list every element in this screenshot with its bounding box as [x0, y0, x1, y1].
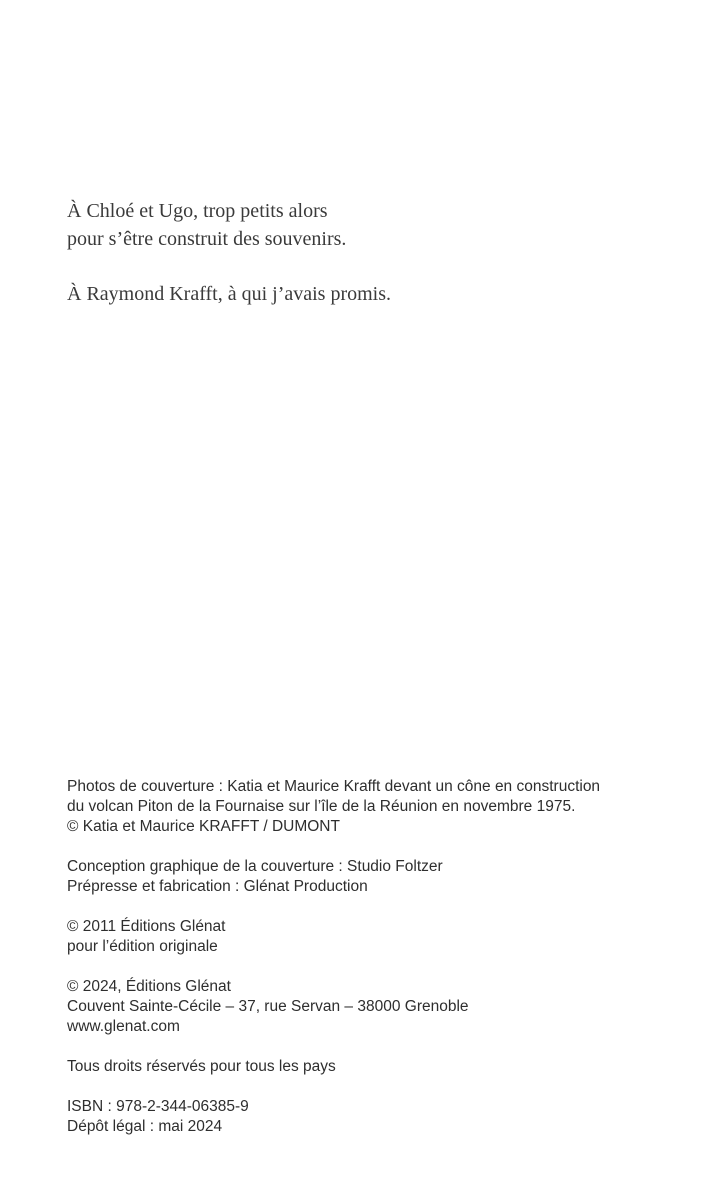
- dedication-line: pour s’être construit des souvenirs.: [67, 228, 347, 250]
- colophon-line: © 2024, Éditions Glénat: [67, 978, 231, 995]
- colophon-line: Photos de couverture : Katia et Maurice Krafft devant un cône en construction: [67, 778, 601, 795]
- dedication-line: À Chloé et Ugo, trop petits alors: [67, 200, 328, 222]
- colophon-line: pour l’édition originale: [67, 938, 218, 955]
- dedication-paragraph-2: [67, 280, 687, 308]
- publisher-info: [67, 977, 707, 1037]
- colophon-line: Conception graphique de la couverture : Studio Foltzer: [67, 858, 443, 875]
- colophon-line: du volcan Piton de la Fournaise sur l’île de la Réunion en novembre 1975.: [67, 798, 576, 815]
- colophon-line: Prépresse et fabrication : Glénat Production: [67, 878, 368, 895]
- dedication: [67, 197, 687, 308]
- design-credit: [67, 857, 707, 897]
- colophon-line: Tous droits réservés pour tous les pays: [67, 1058, 336, 1075]
- original-edition-copyright: [67, 917, 707, 957]
- isbn: ISBN : 978-2-344-06385-9: [67, 1098, 249, 1115]
- rights-notice: [67, 1057, 707, 1077]
- legal-deposit: Dépôt légal : mai 2024: [67, 1118, 223, 1135]
- colophon-line: Couvent Sainte-Cécile – 37, rue Servan – 38000 Grenoble: [67, 998, 469, 1015]
- legal-info: [67, 1097, 707, 1137]
- publisher-website: www.glenat.com: [67, 1018, 180, 1035]
- colophon-line: © Katia et Maurice KRAFFT / DUMONT: [67, 818, 340, 835]
- dedication-line: À Raymond Krafft, à qui j’avais promis.: [67, 283, 392, 305]
- colophon-line: © 2011 Éditions Glénat: [67, 918, 226, 935]
- colophon: [67, 777, 707, 1137]
- dedication-paragraph-1: [67, 197, 687, 253]
- cover-photos-credit: [67, 777, 707, 837]
